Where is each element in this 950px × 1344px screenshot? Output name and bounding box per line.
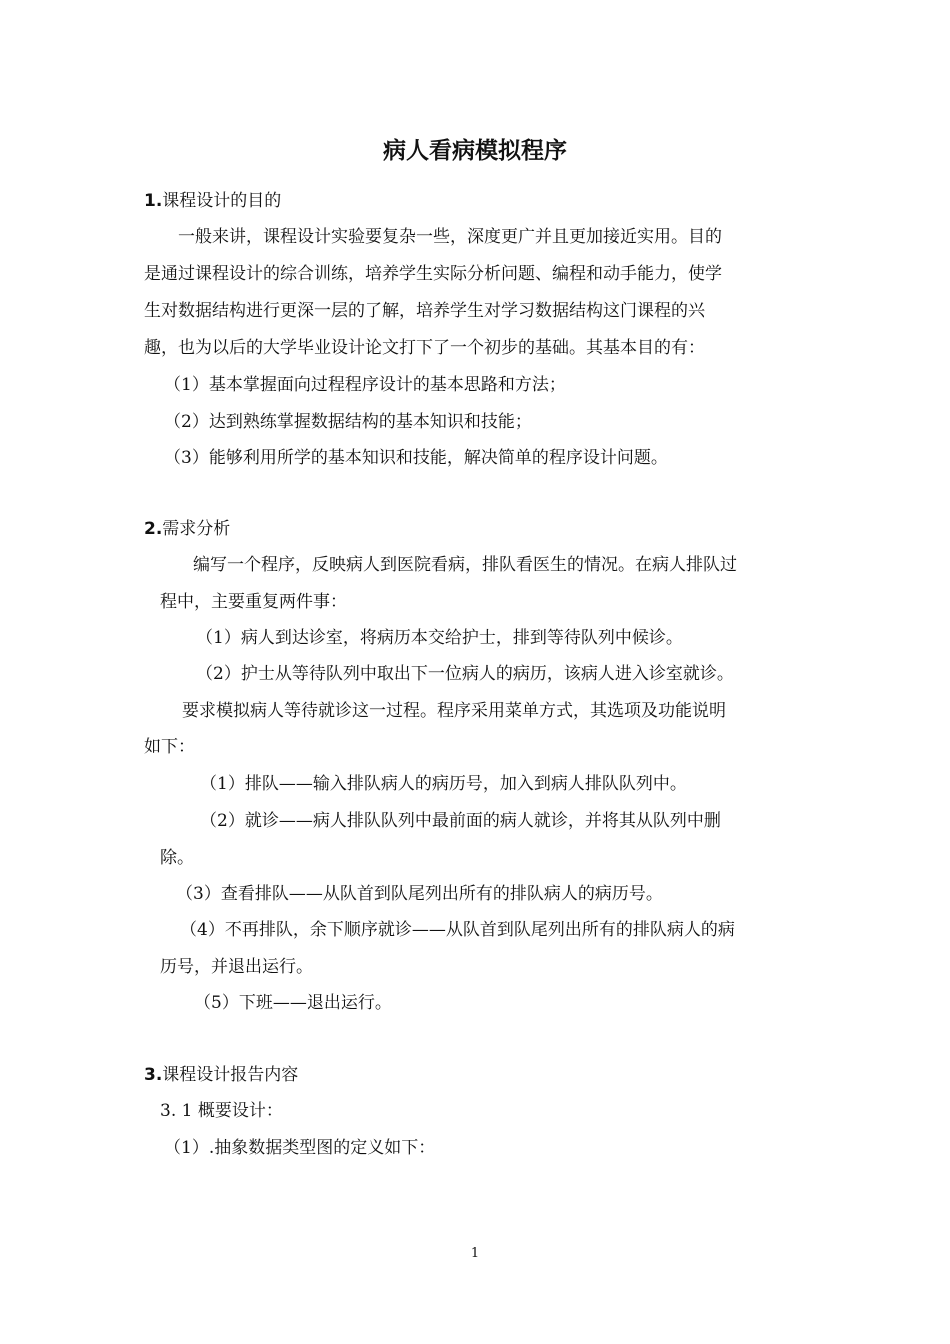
s2-requirement-line-2: 如下： [144, 737, 195, 757]
section-1-number: 1. [144, 191, 163, 211]
s2-menu-item-continued: 除。 [160, 848, 194, 868]
s2-paragraph-line-2: 程中，主要重复两件事： [160, 592, 347, 612]
s1-paragraph-line-2: 是通过课程设计的综合训练，培养学生实际分析问题、编程和动手能力，使学 [144, 264, 722, 284]
s2-paragraph-line-1: 编写一个程序，反映病人到医院看病，排队看医生的情况。在病人排队过 [193, 555, 737, 575]
section-1-title: 课程设计的目的 [162, 191, 282, 211]
page-title: 病人看病模拟程序 [383, 138, 567, 164]
section-3-number: 3. [144, 1065, 163, 1085]
s1-list-item: （1）基本掌握面向过程程序设计的基本思路和方法； [164, 375, 566, 395]
s2-menu-item: （5）下班——退出运行。 [194, 993, 392, 1013]
s2-menu-item: （4）不再排队，余下顺序就诊——从队首到队尾列出所有的排队病人的病 [180, 920, 735, 940]
s2-menu-item: （1）排队——输入排队病人的病历号，加入到病人排队队列中。 [200, 774, 687, 794]
s1-paragraph-line-1: 一般来讲，课程设计实验要复杂一些，深度更广并且更加接近实用。目的 [178, 227, 722, 247]
page-number: 1 [470, 1246, 480, 1261]
s3-item: （1）.抽象数据类型图的定义如下： [164, 1138, 436, 1158]
s1-paragraph-line-3: 生对数据结构进行更深一层的了解，培养学生对学习数据结构这门课程的兴 [144, 301, 705, 321]
s2-step: （2）护士从等待队列中取出下一位病人的病历，该病人进入诊室就诊。 [196, 664, 734, 684]
section-2-number: 2. [144, 519, 163, 539]
section-3-title: 课程设计报告内容 [162, 1065, 299, 1085]
s3-subheading: 3. 1 概要设计： [160, 1101, 283, 1121]
s2-menu-item-continued: 历号，并退出运行。 [160, 957, 313, 977]
section-2-heading [144, 517, 230, 541]
section-2-title: 需求分析 [162, 519, 231, 539]
s1-list-item: （2）达到熟练掌握数据结构的基本知识和技能； [164, 412, 532, 432]
s2-menu-item: （3）查看排队——从队首到队尾列出所有的排队病人的病历号。 [176, 884, 663, 904]
section-1-heading [144, 189, 281, 213]
s2-menu-item: （2）就诊——病人排队队列中最前面的病人就诊，并将其从队列中删 [200, 811, 721, 831]
s2-step: （1）病人到达诊室，将病历本交给护士，排到等待队列中候诊。 [196, 628, 683, 648]
s1-list-item: （3）能够利用所学的基本知识和技能，解决简单的程序设计问题。 [164, 448, 668, 468]
s1-paragraph-line-4: 趣，也为以后的大学毕业设计论文打下了一个初步的基础。其基本目的有： [144, 338, 705, 358]
s2-requirement-line-1: 要求模拟病人等待就诊这一过程。程序采用菜单方式，其选项及功能说明 [182, 701, 726, 721]
section-3-heading [144, 1063, 298, 1087]
